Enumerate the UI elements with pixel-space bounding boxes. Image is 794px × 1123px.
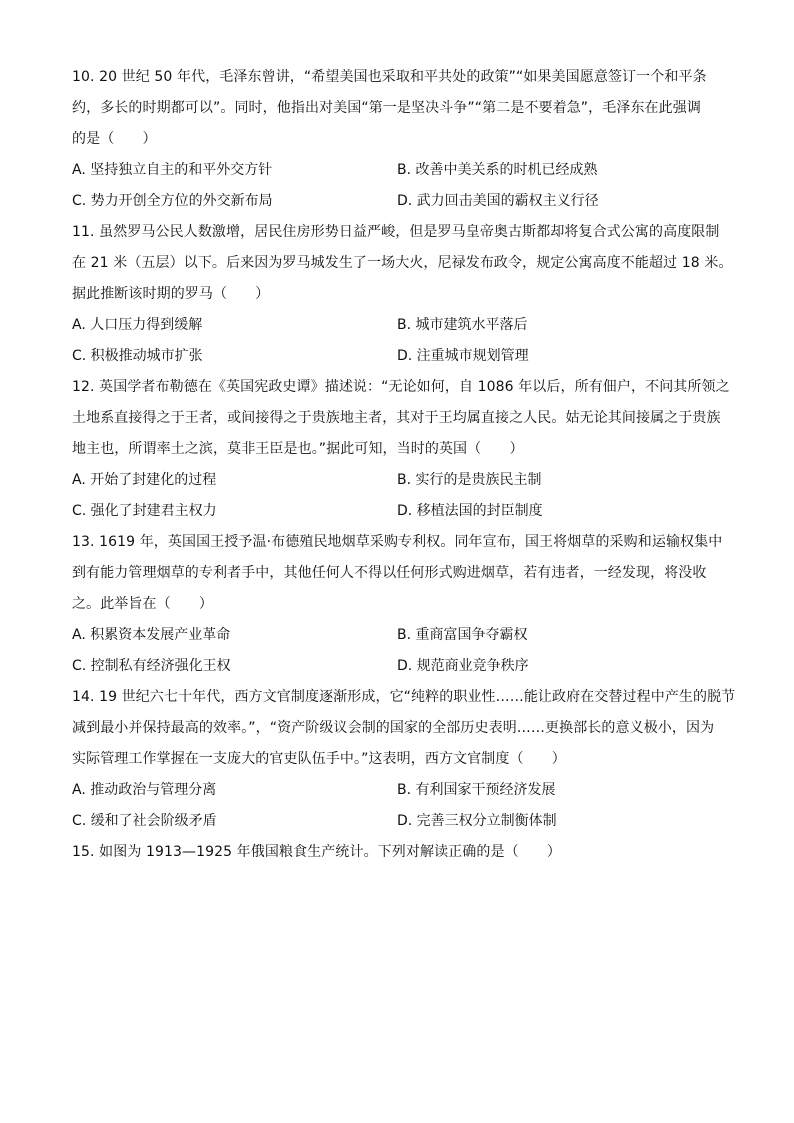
question-15 <box>72 837 722 868</box>
option-a: A. 积累资本发展产业革命 <box>72 627 231 643</box>
options-grid <box>72 620 722 682</box>
option-c: C. 强化了封建君主权力 <box>72 503 217 519</box>
question-text-line: 14. 19 世纪六七十年代，西方文官制度逐渐形成，它“纯粹的职业性……能让政府在交替过程中产生的脱节 <box>72 689 736 705</box>
option-b: B. 有利国家干预经济发展 <box>397 782 556 798</box>
options-grid <box>72 155 722 217</box>
option-a: A. 人口压力得到缓解 <box>72 317 203 333</box>
question-text-line: 的是（ ） <box>72 131 157 147</box>
option-d: D. 武力回击美国的霸权主义行径 <box>397 193 599 209</box>
exam-page <box>72 62 736 868</box>
option-d: D. 规范商业竞争秩序 <box>397 658 529 674</box>
option-b: B. 改善中美关系的时机已经成熟 <box>397 162 598 178</box>
question-text-line: 12. 英国学者布勒德在《英国宪政史谭》描述说：“无论如何，自 1086 年以后，所有佃户，不问其所领之 <box>72 379 730 395</box>
option-c: C. 积极推动城市扩张 <box>72 348 203 364</box>
question-text-line: 减到最小并保持最高的效率。”，“资产阶级议会制的国家的全部历史表明……更换部长的意义极小，因为 <box>72 720 715 736</box>
question-text-line: 11. 虽然罗马公民人数激增，居民住房形势日益严峻，但是罗马皇帝奥古斯都却将复合式公寓的高度限制 <box>72 224 720 240</box>
question-14 <box>72 682 736 837</box>
question-text-line: 之。此举旨在（ ） <box>72 596 213 612</box>
question-text-line: 约，多长的时期都可以”。同时，他指出对美国“第一是坚决斗争”“第二是不要着急”，毛泽东在此强调 <box>72 100 701 116</box>
option-d: D. 完善三权分立制衡体制 <box>397 813 557 829</box>
question-text-line: 地主也，所谓率土之滨，莫非王臣是也。”据此可知，当时的英国（ ） <box>72 441 524 457</box>
question-10 <box>72 62 722 217</box>
options-grid <box>72 310 722 372</box>
option-c: C. 控制私有经济强化王权 <box>72 658 231 674</box>
question-text-line: 到有能力管理烟草的专利者手中，其他任何人不得以任何形式购进烟草，若有违者，一经发现，将没收 <box>72 565 707 581</box>
question-11 <box>72 217 733 372</box>
question-text-line: 在 21 米（五层）以下。后来因为罗马城发生了一场大火，尼禄发布政令，规定公寓高度不能超过 18 米。 <box>72 255 733 271</box>
option-c: C. 势力开创全方位的外交新布局 <box>72 193 273 209</box>
options-grid <box>72 465 722 527</box>
options-grid <box>72 775 722 837</box>
option-a: A. 推动政治与管理分离 <box>72 782 217 798</box>
question-text-line: 据此推断该时期的罗马（ ） <box>72 286 270 302</box>
option-d: D. 移植法国的封臣制度 <box>397 503 543 519</box>
option-a: A. 开始了封建化的过程 <box>72 472 217 488</box>
question-text-line: 土地系直接得之于王者，或间接得之于贵族地主者，其对于王均属直接之人民。姑无论其间接属之于贵族 <box>72 410 721 426</box>
option-b: B. 城市建筑水平落后 <box>397 317 528 333</box>
question-text-line: 15. 如图为 1913—1925 年俄国粮食生产统计。下列对解读正确的是（ ） <box>72 844 561 860</box>
option-b: B. 重商富国争夺霸权 <box>397 627 528 643</box>
option-a: A. 坚持独立自主的和平外交方针 <box>72 162 273 178</box>
option-b: B. 实行的是贵族民主制 <box>397 472 542 488</box>
question-text-line: 13. 1619 年，英国国王授予温·布德殖民地烟草采购专利权。同年宣布，国王将烟草的采购和运输权集中 <box>72 534 723 550</box>
question-text-line: 10. 20 世纪 50 年代，毛泽东曾讲，“希望美国也采取和平共处的政策”“如果美国愿意签订一个和平条 <box>72 69 707 85</box>
question-13 <box>72 527 722 682</box>
option-d: D. 注重城市规划管理 <box>397 348 529 364</box>
option-c: C. 缓和了社会阶级矛盾 <box>72 813 217 829</box>
question-text-line: 实际管理工作掌握在一支庞大的官吏队伍手中。”这表明，西方文官制度（ ） <box>72 751 566 767</box>
question-12 <box>72 372 730 527</box>
